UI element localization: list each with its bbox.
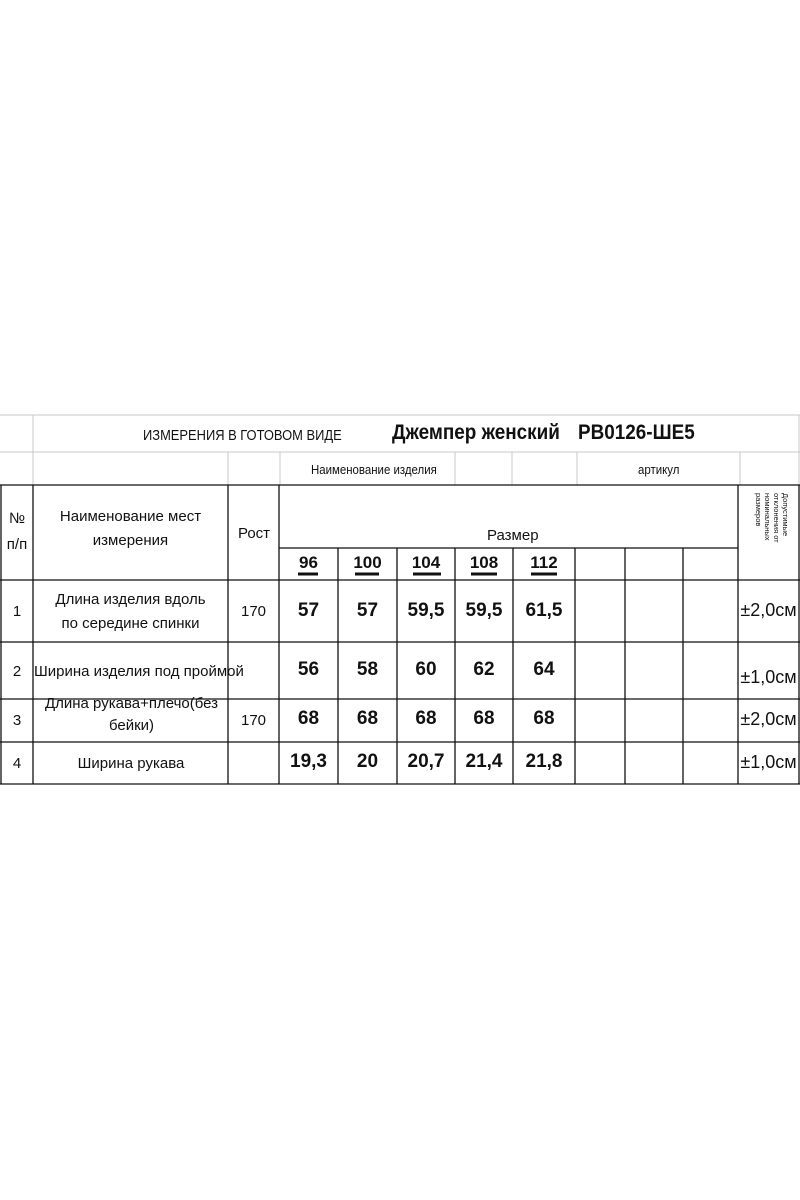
- row-value: 20,7: [407, 751, 445, 772]
- column-tolerance-header: Допустимые отклонения от номинальных размеров: [754, 493, 790, 543]
- row-name: Ширина изделия под проймой: [34, 663, 244, 680]
- measurements-title: ИЗМЕРЕНИЯ В ГОТОВОМ ВИДЕ: [143, 427, 342, 444]
- row-value: 21,8: [525, 751, 563, 772]
- product-name-caption: Наименование изделия: [311, 462, 437, 477]
- row-value: 68: [356, 708, 379, 729]
- row-name: Длина рукава+плечо(без бейки): [44, 695, 219, 734]
- column-number-header: № п/п: [6, 510, 28, 553]
- row-name: Длина изделия вдоль по середине спинки: [55, 591, 206, 632]
- row-tolerance: ±2,0см: [740, 600, 797, 620]
- size-label-96: 96: [299, 553, 318, 572]
- row-value: 20: [356, 751, 379, 772]
- row-tolerance: ±1,0см: [740, 667, 797, 687]
- row-number: 3: [12, 712, 22, 729]
- row-value: 68: [415, 708, 437, 729]
- size-label-108: 108: [469, 553, 499, 572]
- column-height-header: Рост: [237, 525, 271, 542]
- size-label-112: 112: [530, 553, 558, 572]
- row-value: 57: [297, 600, 320, 621]
- column-place-header: Наименование мест измерения: [59, 508, 202, 549]
- row-value: 19,3: [290, 751, 327, 772]
- row-value: 59,5: [465, 600, 503, 621]
- product-name: Джемпер женский: [392, 421, 560, 444]
- row-value: 62: [473, 659, 495, 680]
- row-value: 57: [356, 600, 379, 621]
- row-number: 4: [12, 755, 22, 772]
- size-label-104: 104: [411, 553, 441, 572]
- row-value: 58: [356, 659, 379, 680]
- row-value: 68: [533, 708, 555, 729]
- column-size-header: Размер: [487, 527, 539, 544]
- row-height: 170: [240, 712, 267, 729]
- row-height: 170: [240, 603, 267, 620]
- row-number: 2: [12, 663, 22, 680]
- row-value: 68: [473, 708, 495, 729]
- row-value: 68: [297, 708, 320, 729]
- row-value: 21,4: [465, 751, 503, 772]
- article-caption: артикул: [638, 462, 680, 477]
- size-label-100: 100: [353, 553, 382, 572]
- row-value: 56: [297, 659, 320, 680]
- row-value: 60: [415, 659, 437, 680]
- row-tolerance: ±2,0см: [740, 709, 797, 729]
- article-code: РВ0126-ШЕ5: [578, 421, 695, 444]
- row-name: Ширина рукава: [77, 755, 185, 772]
- row-value: 59,5: [407, 600, 445, 621]
- row-number: 1: [12, 603, 22, 620]
- row-value: 61,5: [525, 600, 563, 621]
- row-value: 64: [533, 659, 555, 680]
- row-tolerance: ±1,0см: [740, 752, 797, 772]
